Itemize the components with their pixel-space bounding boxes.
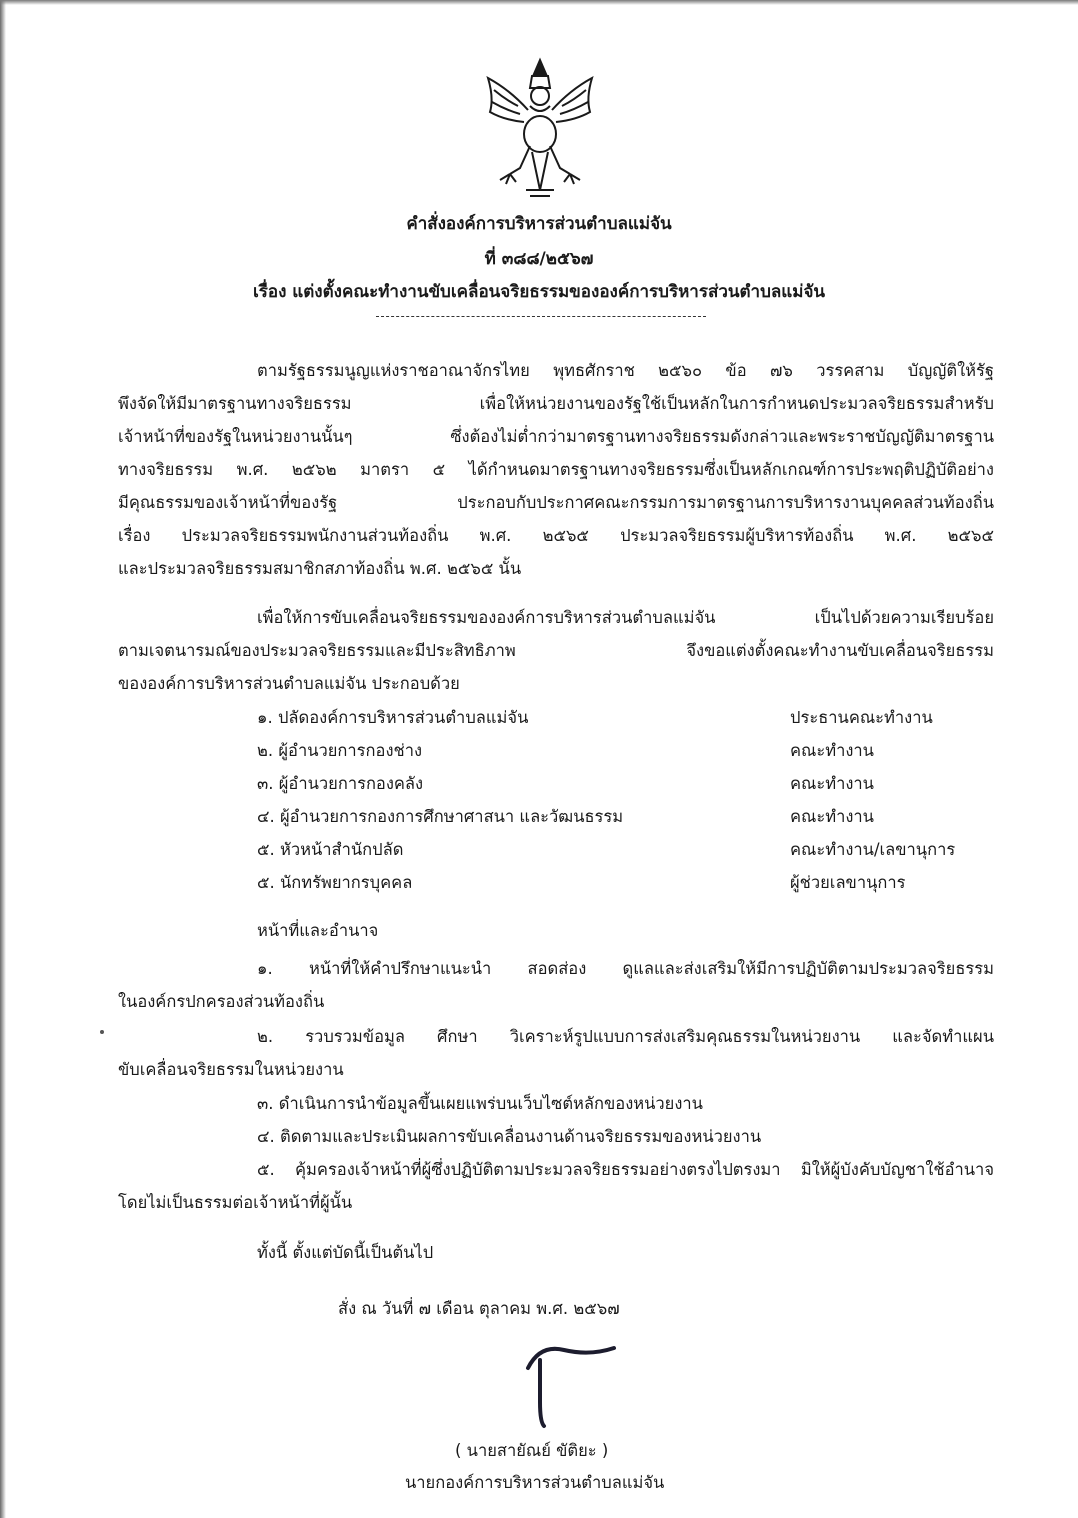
paragraph1-line: และประมวลจริยธรรมสมาชิกสภาท้องถิ่น พ.ศ. ๒๕๖๕ นั้น: [118, 559, 522, 578]
paragraph2-line: ตามเจตนารมณ์ของประมวลจริยธรรมและมีประสิทธิภาพ จึงขอแต่งตั้งคณะทำงานขับเคลื่อนจริยธรรม: [118, 641, 994, 660]
member-name: ๔. ผู้อำนวยการกองการศึกษาศาสนา และวัฒนธรรม: [257, 807, 624, 826]
duty-line: ขับเคลื่อนจริยธรรมในหน่วยงาน: [118, 1060, 344, 1079]
scan-shadow-top: [0, 0, 1078, 5]
paragraph1-line: ทางจริยธรรม พ.ศ. ๒๕๖๒ มาตรา ๕ ได้กำหนดมาตรฐานทางจริยธรรมซึ่งเป็นหลักเกณฑ์การประพฤติปฏิบัติอย่าง: [118, 460, 994, 479]
order-subject: เรื่อง แต่งตั้งคณะทำงานขับเคลื่อนจริยธรรมขององค์การบริหารส่วนตำบลแม่จัน: [252, 282, 826, 302]
member-name: ๒. ผู้อำนวยการกองช่าง: [257, 741, 423, 760]
duty-line: ๒. รวบรวมข้อมูล ศึกษา วิเคราะห์รูปแบบการส่งเสริมคุณธรรมในหน่วยงาน และจัดทำแผน: [257, 1027, 994, 1046]
duty-line: ๑. หน้าที่ให้คำปรึกษาแนะนำ สอดส่อง ดูแลและส่งเสริมให้มีการปฏิบัติตามประมวลจริยธรรม: [257, 959, 994, 978]
scan-speck: [100, 1030, 104, 1034]
member-role: คณะทำงาน: [790, 807, 874, 826]
order-date: สั่ง ณ วันที่ ๗ เดือน ตุลาคม พ.ศ. ๒๕๖๗: [338, 1299, 620, 1318]
paragraph2-line: เพื่อให้การขับเคลื่อนจริยธรรมขององค์การบริหารส่วนตำบลแม่จัน เป็นไปด้วยความเรียบร้อย: [257, 608, 994, 627]
effective-statement: ทั้งนี้ ตั้งแต่บัดนี้เป็นต้นไป: [257, 1243, 434, 1262]
paragraph1-line: มีคุณธรรมของเจ้าหน้าที่ของรัฐ ประกอบกับประกาศคณะกรรมการมาตรฐานการบริหารงานบุคคลส่วนท้องถิ่น: [118, 493, 994, 512]
duty-line: โดยไม่เป็นธรรมต่อเจ้าหน้าที่ผู้นั้น: [118, 1193, 353, 1212]
order-title: คำสั่งองค์การบริหารส่วนตำบลแม่จัน: [406, 214, 672, 234]
signature-mark: [520, 1330, 620, 1430]
signer-name: ( นายสายัณย์ ขัติยะ ): [455, 1441, 609, 1460]
duties-heading: หน้าที่และอำนาจ: [257, 921, 379, 940]
duty-line: ๔. ติดตามและประเมินผลการขับเคลื่อนงานด้านจริยธรรมของหน่วยงาน: [257, 1127, 762, 1146]
duty-line: ๓. ดำเนินการนำข้อมูลขึ้นเผยแพร่บนเว็บไซต์หลักของหน่วยงาน: [257, 1094, 703, 1113]
member-role: ประธานคณะทำงาน: [790, 708, 933, 727]
paragraph1-line: ตามรัฐธรรมนูญแห่งราชอาณาจักรไทย พุทธศักราช ๒๕๖๐ ข้อ ๗๖ วรรคสาม บัญญัติให้รัฐ: [257, 361, 994, 380]
member-role: คณะทำงาน/เลขานุการ: [790, 840, 956, 859]
member-role: คณะทำงาน: [790, 741, 874, 760]
duty-line: ๕. คุ้มครองเจ้าหน้าที่ผู้ซึ่งปฏิบัติตามประมวลจริยธรรมอย่างตรงไปตรงมา มิให้ผู้บังคับบัญชาใช้อำนาจ: [257, 1160, 994, 1179]
duty-line: ในองค์กรปกครองส่วนท้องถิ่น: [118, 992, 325, 1011]
member-name: ๕. นักทรัพยากรบุคคล: [257, 873, 413, 892]
paragraph1-line: เจ้าหน้าที่ของรัฐในหน่วยงานนั้นๆ ซึ่งต้องไม่ต่ำกว่ามาตรฐานทางจริยธรรมดังกล่าวและพระราชบัญญัติมาตรฐาน: [118, 427, 994, 446]
paragraph2-line: ขององค์การบริหารส่วนตำบลแม่จัน ประกอบด้วย: [118, 674, 460, 693]
paragraph1-line: เรื่อง ประมวลจริยธรรมพนักงานส่วนท้องถิ่น พ.ศ. ๒๕๖๕ ประมวลจริยธรรมผู้บริหารท้องถิ่น พ.ศ. ๒๕๖๕: [118, 526, 994, 545]
order-number: ที่ ๓๘๘/๒๕๖๗: [484, 249, 594, 269]
signer-position: นายกองค์การบริหารส่วนตำบลแม่จัน: [405, 1473, 665, 1492]
member-name: ๕. หัวหน้าสำนักปลัด: [257, 840, 404, 859]
member-role: ผู้ช่วยเลขานุการ: [790, 873, 906, 892]
member-name: ๓. ผู้อำนวยการกองคลัง: [257, 774, 424, 793]
paragraph1-line: พึงจัดให้มีมาตรฐานทางจริยธรรม เพื่อให้หน่วยงานของรัฐใช้เป็นหลักในการกำหนดประมวลจริยธรรมสำหรับ: [118, 394, 994, 413]
header-separator: [376, 316, 706, 317]
member-role: คณะทำงาน: [790, 774, 874, 793]
member-name: ๑. ปลัดองค์การบริหารส่วนตำบลแม่จัน: [257, 708, 529, 727]
garuda-emblem-icon: [470, 50, 610, 200]
